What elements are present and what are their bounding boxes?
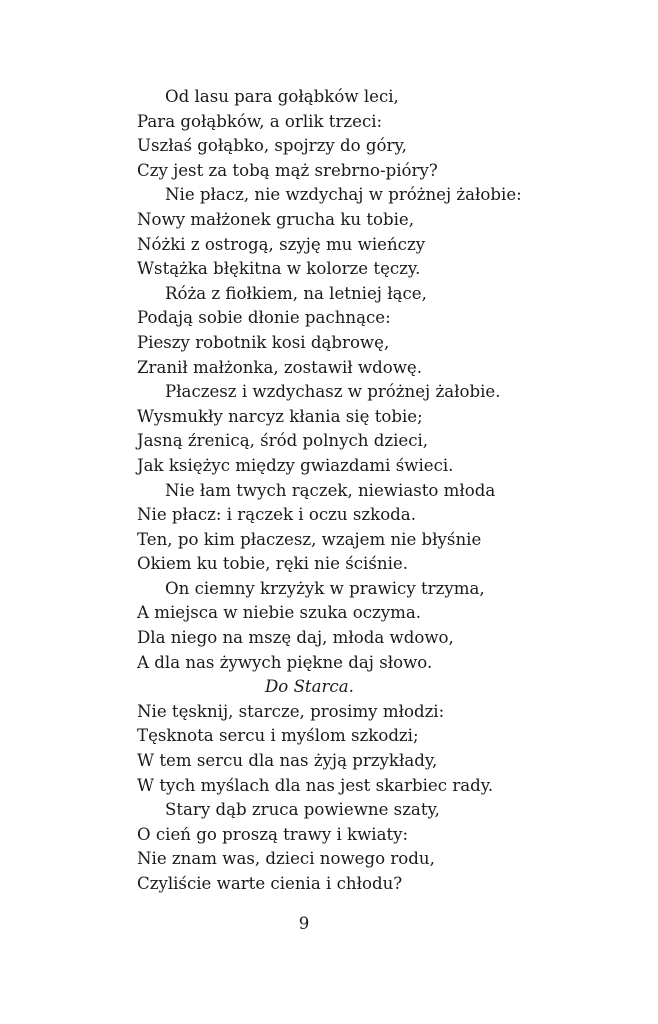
poem-line: On ciemny krzyżyk w prawicy trzyma, [165, 578, 485, 598]
poem-line: Czyliście warte cienia i chłodu? [137, 874, 403, 893]
poem-line: Jasną źrenicą, śród polnych dzieci, [137, 431, 429, 451]
poem-line: W tem sercu dla nas żyją przykłady, [137, 751, 438, 771]
poem-line: Nie znam was, dzieci nowego rodu, [137, 849, 435, 869]
page-number: 9 [298, 914, 310, 933]
section-title: Do Starca. [265, 677, 354, 697]
poem-line: Róża z fiołkiem, na letniej łące, [165, 283, 427, 303]
poem-line: Ten, po kim płaczesz, wzajem nie błyśnie [137, 529, 482, 549]
poem-line: Płaczesz i wzdychasz w próżnej żałobie. [165, 382, 501, 402]
poem-line: Zranił małżonka, zostawił wdowę. [137, 357, 423, 377]
poem-line: Wstążka błękitna w kolorze tęczy. [137, 259, 421, 279]
poem-line: Uszłaś gołąbko, spojrzy do góry, [137, 136, 407, 156]
poem-line: Nie płacz, nie wzdychaj w próżnej żałobie: [165, 185, 522, 205]
poem-line: W tych myślach dla nas jest skarbiec rady. [137, 775, 494, 795]
poem-line: Wysmukły narcyz kłania się tobie; [137, 406, 423, 426]
poem-line: Jak księżyc między gwiazdami świeci. [137, 455, 454, 475]
poem-line: Nowy małżonek grucha ku tobie, [137, 209, 415, 229]
poem-line: Pieszy robotnik kosi dąbrowę, [137, 332, 390, 352]
poem-line: Para gołąbków, a orlik trzeci: [137, 111, 383, 131]
poem-line: Czy jest za tobą mąż srebrno-pióry? [137, 160, 438, 180]
poem-line: Podają sobie dłonie pachnące: [137, 308, 391, 328]
poem-text [137, 85, 537, 897]
poem-line: O cień go proszą trawy i kwiaty: [137, 824, 409, 844]
poem-line: Nóżki z ostrogą, szyję mu wieńczy [137, 234, 426, 254]
poem-line: A miejsca w niebie szuka oczyma. [137, 603, 422, 623]
poem-line: Dla niego na mszę daj, młoda wdowo, [137, 628, 454, 648]
poem-line: Od lasu para gołąbków leci, [165, 87, 399, 106]
poem-line: Nie płacz: i rączek i oczu szkoda. [137, 505, 416, 525]
poem-line: Nie tęsknij, starcze, prosimy młodzi: [137, 701, 445, 721]
poem-line: Nie łam twych rączek, niewiasto młoda [165, 480, 496, 500]
poem-line: Stary dąb zruca powiewne szaty, [165, 800, 440, 820]
poem-line: Okiem ku tobie, ręki nie ściśnie. [137, 554, 408, 574]
poem-part-2 [137, 700, 537, 897]
poem-line: Tęsknota sercu i myślom szkodzi; [137, 726, 419, 746]
poem-part-1 [137, 85, 537, 675]
poem-line: A dla nas żywych piękne daj słowo. [137, 652, 433, 672]
